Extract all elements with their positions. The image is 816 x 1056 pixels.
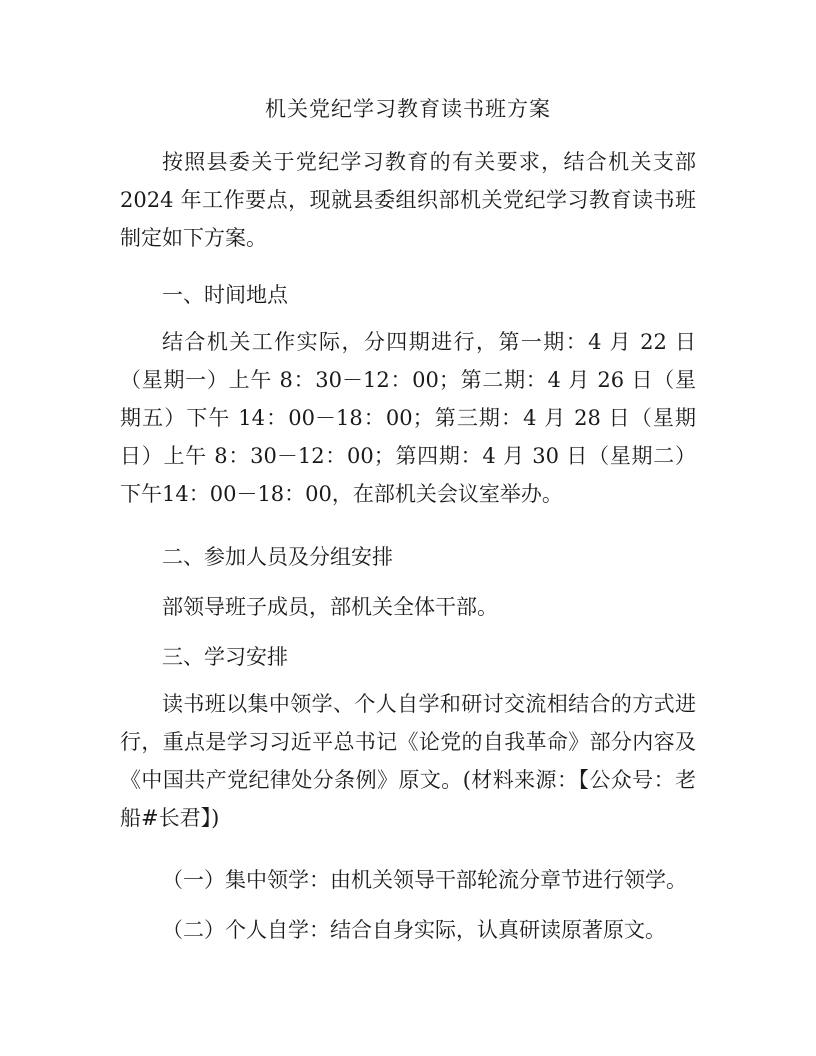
section-heading-time-location: 一、时间地点 [162,283,288,307]
document-title: 机关党纪学习教育读书班方案 [265,97,551,121]
list-item-self-study: （二）个人自学：结合自身实际，认真研读原著原文。 [162,918,666,942]
section-body-study-plan: 读书班以集中领学、个人自学和研讨交流相结合的方式进行，重点是学习习近平总书记《论党的自我革命》部分内容及《中国共产党纪律处分条例》原文。(材料来源：【公众号：老船#长君】) [120,692,696,830]
section-body-time-location: 结合机关工作实际，分四期进行，第一期：4 月 22 日（星期一）上午 8：30－12：00；第二期：4 月 26 日（星期五）下午 14：00－18：00；第三期：4 月 28 日（星期日）上午 8：30－12：00；第四期：4 月 30 日（星期二）下午14：00－18：00，在部机关会议室举办。 [120,330,696,506]
section-body-participants: 部领导班子成员，部机关全体干部。 [162,595,498,619]
list-item-centralized-study: （一）集中领学：由机关领导干部轮流分章节进行领学。 [162,868,687,892]
section-heading-study-plan: 三、学习安排 [162,645,288,669]
intro-paragraph: 按照县委关于党纪学习教育的有关要求，结合机关支部2024 年工作要点，现就县委组织部机关党纪学习教育读书班制定如下方案。 [120,150,696,250]
section-heading-participants: 二、参加人员及分组安排 [162,545,393,569]
